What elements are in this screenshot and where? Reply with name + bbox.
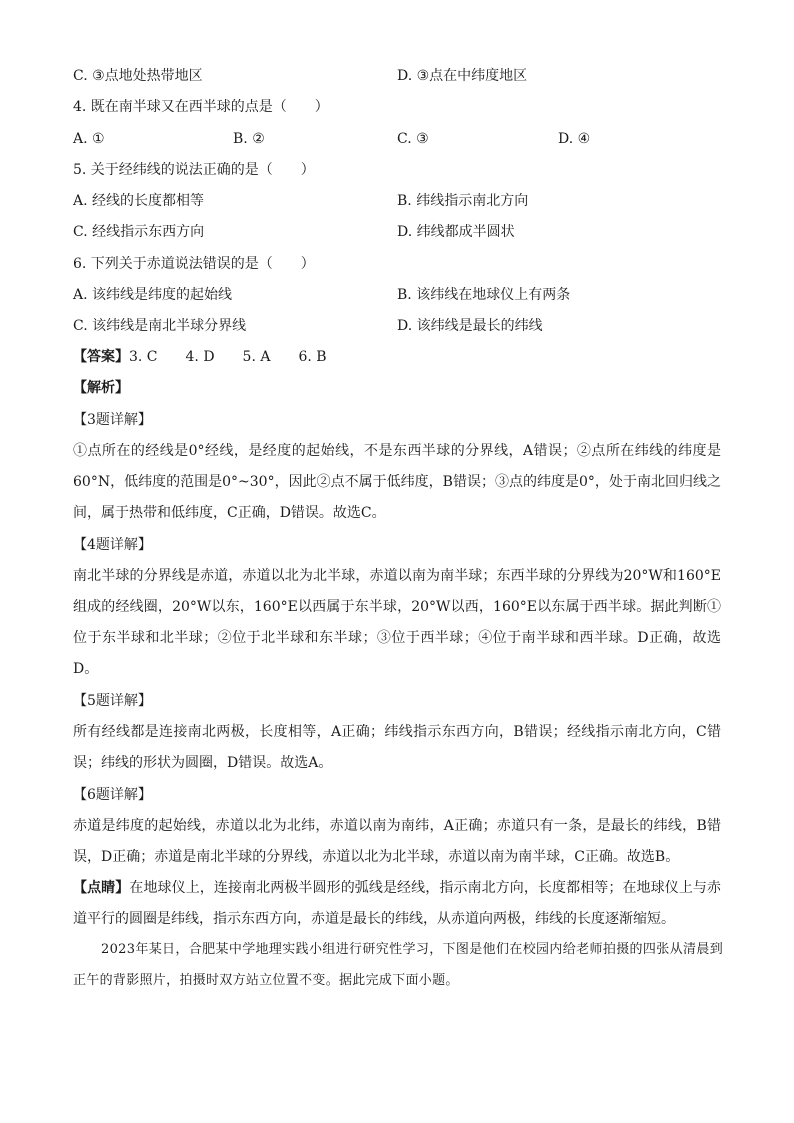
- detail-heading-5: 【5题详解】: [73, 693, 152, 709]
- q6-option-c: C. 该纬线是南北半球分界线: [73, 318, 247, 334]
- answer-text: 3. C 4. D 5. A 6. B: [129, 349, 327, 365]
- answer-line: [73, 347, 327, 367]
- detail-heading-6: 【6题详解】: [73, 787, 152, 803]
- detail-body-3: ①点所在的经线是0°经线，是经度的起始线，不是东西半球的分界线，A错误；②点所在纬线的纬度是60°N，低纬度的范围是0°~30°，因此②点不属于低纬度，B错误；③点的纬度是0°，处于南北回归线之间，属于热带和低纬度，C正确，D错误。故选C。: [73, 443, 721, 521]
- q4-option-c: C. ③: [397, 131, 429, 147]
- detail-heading-4: 【4题详解】: [73, 537, 152, 553]
- q4-option-d: D. ④: [558, 131, 591, 147]
- q3-option-d: D. ③点在中纬度地区: [397, 68, 528, 84]
- q4-stem: 4. 既在南半球又在西半球的点是（ ）: [73, 99, 329, 115]
- q5-option-a: A. 经线的长度都相等: [73, 193, 205, 209]
- q4-option-a: A. ①: [73, 131, 105, 147]
- q5-option-d: D. 纬线都成半圆状: [397, 224, 515, 240]
- q6-option-d: D. 该纬线是最长的纬线: [397, 318, 543, 334]
- q6-option-a: A. 该纬线是纬度的起始线: [73, 287, 233, 303]
- tip-label: 【点睛】: [73, 880, 130, 896]
- answer-label: 【答案】: [73, 349, 129, 365]
- tip-paragraph: [73, 873, 721, 935]
- detail-heading-3: 【3题详解】: [73, 412, 152, 428]
- detail-body-4: 南北半球的分界线是赤道，赤道以北为北半球，赤道以南为南半球；东西半球的分界线为20°W和160°E组成的经线圈，20°W以东，160°E以西属于东半球，20°W以西，160°E以东属于西半球。据此判断①位于东半球和北半球；②位于北半球和东半球；③位于西半球；④位于南半球和西半球。D正确，故选D。: [73, 568, 721, 677]
- analysis-label: 【解析】: [73, 380, 129, 396]
- q6-stem: 6. 下列关于赤道说法错误的是（ ）: [73, 256, 315, 272]
- detail-body-6: 赤道是纬度的起始线，赤道以北为北纬，赤道以南为南纬，A正确；赤道只有一条，是最长的纬线，B错误，D正确；赤道是南北半球的分界线，赤道以北为北半球，赤道以南为南半球，C正确。故选B。: [73, 818, 721, 865]
- next-question-intro: 2023年某日，合肥某中学地理实践小组进行研究性学习，下图是他们在校园内给老师拍摄的四张从清晨到正午的背影照片，拍摄时双方站立位置不变。据此完成下面小题。: [73, 942, 723, 988]
- q5-option-c: C. 经线指示东西方向: [73, 224, 205, 240]
- q4-option-b: B. ②: [233, 131, 265, 147]
- q5-option-b: B. 纬线指示南北方向: [397, 193, 529, 209]
- tip-text: 在地球仪上，连接南北两极半圆形的弧线是经线，指示南北方向，长度都相等；在地球仪上与赤道平行的圆圈是纬线，指示东西方向，赤道是最长的纬线，从赤道向两极，纬线的长度逐渐缩短。: [73, 880, 722, 927]
- q3-option-c: C. ③点地处热带地区: [73, 68, 203, 84]
- q5-stem: 5. 关于经纬线的说法正确的是（ ）: [73, 162, 315, 178]
- q6-option-b: B. 该纬线在地球仪上有两条: [397, 287, 571, 303]
- detail-body-5: 所有经线都是连接南北两极，长度相等，A正确；纬线指示东西方向，B错误；经线指示南北方向，C错误；纬线的形状为圆圈，D错误。故选A。: [73, 724, 721, 771]
